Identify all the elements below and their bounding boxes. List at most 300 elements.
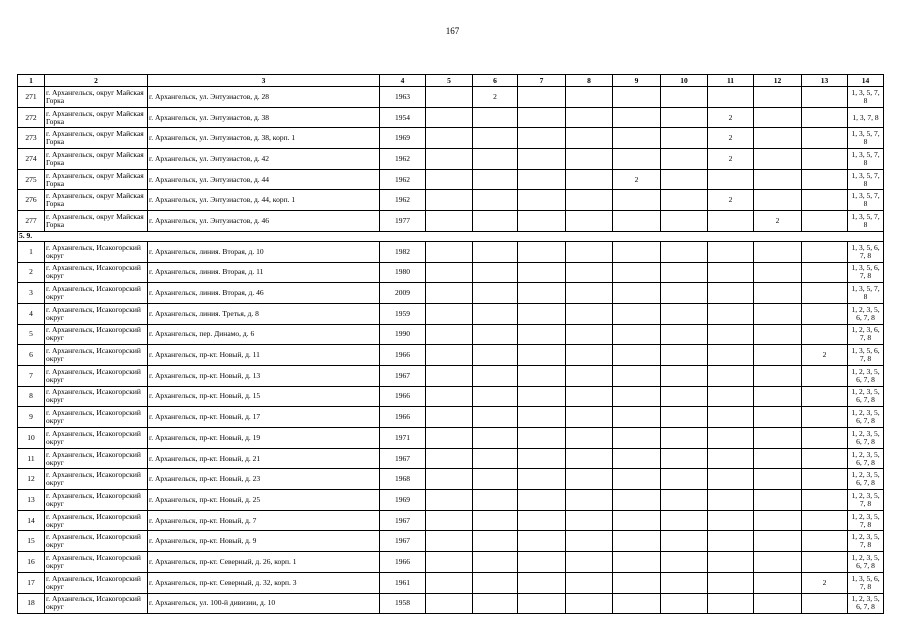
address-cell: г. Архангельск, пр-кт. Новый, д. 11 bbox=[148, 345, 380, 366]
col13-cell bbox=[802, 531, 848, 552]
col13-cell bbox=[802, 365, 848, 386]
year-cell: 1967 bbox=[380, 448, 426, 469]
col8-cell bbox=[566, 469, 613, 490]
col13-cell bbox=[802, 241, 848, 262]
col7-cell bbox=[518, 283, 566, 304]
codes-cell: 1, 3, 5, 6, 7, 8 bbox=[848, 345, 884, 366]
address-cell: г. Архангельск, ул. Энтузиастов, д. 46 bbox=[148, 211, 380, 232]
col9-cell bbox=[613, 572, 661, 593]
col6-cell bbox=[473, 262, 518, 283]
codes-cell: 1, 2, 3, 5, 7, 8 bbox=[848, 531, 884, 552]
address-cell: г. Архангельск, пр-кт. Новый, д. 25 bbox=[148, 490, 380, 511]
col7-cell bbox=[518, 169, 566, 190]
district-cell: г. Архангельск, Исакогорский округ bbox=[45, 262, 148, 283]
codes-cell: 1, 2, 3, 5, 6, 7, 8 bbox=[848, 407, 884, 428]
col5-cell bbox=[426, 169, 473, 190]
row-number: 8 bbox=[18, 386, 45, 407]
col11-cell: 2 bbox=[708, 128, 754, 149]
codes-cell: 1, 2, 3, 5, 6, 7, 8 bbox=[848, 428, 884, 449]
col10-cell bbox=[661, 490, 708, 511]
district-cell: г. Архангельск, Исакогорский округ bbox=[45, 386, 148, 407]
district-cell: г. Архангельск, Исакогорский округ bbox=[45, 572, 148, 593]
col13-cell bbox=[802, 552, 848, 573]
col5-cell bbox=[426, 345, 473, 366]
year-cell: 1967 bbox=[380, 531, 426, 552]
col8-cell bbox=[566, 552, 613, 573]
col7-cell bbox=[518, 428, 566, 449]
col8-cell bbox=[566, 324, 613, 345]
col5-cell bbox=[426, 386, 473, 407]
row-number: 275 bbox=[18, 169, 45, 190]
col6-cell: 2 bbox=[473, 87, 518, 108]
col13-cell bbox=[802, 149, 848, 170]
row-number: 11 bbox=[18, 448, 45, 469]
col6-cell bbox=[473, 345, 518, 366]
col7-cell bbox=[518, 324, 566, 345]
col7-cell bbox=[518, 149, 566, 170]
col6-cell bbox=[473, 552, 518, 573]
col11-cell: 2 bbox=[708, 190, 754, 211]
col12-cell bbox=[754, 531, 802, 552]
table-row bbox=[18, 572, 884, 593]
col9-cell bbox=[613, 303, 661, 324]
address-cell: г. Архангельск, пр-кт. Северный, д. 26, корп. 1 bbox=[148, 552, 380, 573]
row-number: 12 bbox=[18, 469, 45, 490]
district-cell: г. Архангельск, округ Майская Горка bbox=[45, 87, 148, 108]
col6-cell bbox=[473, 531, 518, 552]
codes-cell: 1, 3, 5, 7, 8 bbox=[848, 190, 884, 211]
col9-cell: 2 bbox=[613, 169, 661, 190]
column-header-8: 8 bbox=[566, 75, 613, 87]
col5-cell bbox=[426, 211, 473, 232]
col8-cell bbox=[566, 107, 613, 128]
year-cell: 1954 bbox=[380, 107, 426, 128]
district-cell: г. Архангельск, Исакогорский округ bbox=[45, 490, 148, 511]
address-cell: г. Архангельск, линия. Третья, д. 8 bbox=[148, 303, 380, 324]
col6-cell bbox=[473, 469, 518, 490]
col7-cell bbox=[518, 211, 566, 232]
col11-cell bbox=[708, 365, 754, 386]
year-cell: 1967 bbox=[380, 365, 426, 386]
col9-cell bbox=[613, 407, 661, 428]
col10-cell bbox=[661, 510, 708, 531]
col5-cell bbox=[426, 510, 473, 531]
district-cell: г. Архангельск, Исакогорский округ bbox=[45, 407, 148, 428]
table-row bbox=[18, 428, 884, 449]
col5-cell bbox=[426, 262, 473, 283]
table-row bbox=[18, 407, 884, 428]
row-number: 272 bbox=[18, 107, 45, 128]
table-row bbox=[18, 128, 884, 149]
row-number: 7 bbox=[18, 365, 45, 386]
year-cell: 1977 bbox=[380, 211, 426, 232]
col10-cell bbox=[661, 386, 708, 407]
data-table bbox=[17, 74, 884, 614]
codes-cell: 1, 2, 3, 5, 7, 8 bbox=[848, 490, 884, 511]
page-number: 167 bbox=[445, 26, 460, 36]
row-number: 277 bbox=[18, 211, 45, 232]
col10-cell bbox=[661, 407, 708, 428]
col11-cell bbox=[708, 303, 754, 324]
col12-cell bbox=[754, 190, 802, 211]
col10-cell bbox=[661, 324, 708, 345]
col12-cell bbox=[754, 552, 802, 573]
codes-cell: 1, 2, 3, 5, 6, 7, 8 bbox=[848, 365, 884, 386]
column-header-14: 14 bbox=[848, 75, 884, 87]
col8-cell bbox=[566, 531, 613, 552]
row-number: 6 bbox=[18, 345, 45, 366]
codes-cell: 1, 2, 3, 5, 6, 7, 8 bbox=[848, 386, 884, 407]
col8-cell bbox=[566, 169, 613, 190]
column-header-6: 6 bbox=[473, 75, 518, 87]
codes-cell: 1, 3, 5, 7, 8 bbox=[848, 283, 884, 304]
col12-cell bbox=[754, 386, 802, 407]
year-cell: 1969 bbox=[380, 490, 426, 511]
column-header-1: 1 bbox=[18, 75, 45, 87]
col5-cell bbox=[426, 87, 473, 108]
col13-cell: 2 bbox=[802, 572, 848, 593]
district-cell: г. Архангельск, Исакогорский округ bbox=[45, 345, 148, 366]
address-cell: г. Архангельск, пр-кт. Новый, д. 17 bbox=[148, 407, 380, 428]
col10-cell bbox=[661, 448, 708, 469]
col12-cell bbox=[754, 241, 802, 262]
col10-cell bbox=[661, 241, 708, 262]
address-cell: г. Архангельск, пр-кт. Северный, д. 32, корп. 3 bbox=[148, 572, 380, 593]
table-row bbox=[18, 169, 884, 190]
year-cell: 2009 bbox=[380, 283, 426, 304]
col9-cell bbox=[613, 87, 661, 108]
district-cell: г. Архангельск, Исакогорский округ bbox=[45, 531, 148, 552]
col5-cell bbox=[426, 428, 473, 449]
col12-cell bbox=[754, 365, 802, 386]
col12-cell bbox=[754, 345, 802, 366]
col6-cell bbox=[473, 128, 518, 149]
address-cell: г. Архангельск, линия. Вторая, д. 46 bbox=[148, 283, 380, 304]
col10-cell bbox=[661, 303, 708, 324]
col6-cell bbox=[473, 283, 518, 304]
table-row bbox=[18, 190, 884, 211]
address-cell: г. Архангельск, пр-кт. Новый, д. 9 bbox=[148, 531, 380, 552]
column-header-13: 13 bbox=[802, 75, 848, 87]
year-cell: 1961 bbox=[380, 572, 426, 593]
col8-cell bbox=[566, 283, 613, 304]
col5-cell bbox=[426, 303, 473, 324]
col8-cell bbox=[566, 190, 613, 211]
district-cell: г. Архангельск, Исакогорский округ bbox=[45, 510, 148, 531]
row-number: 4 bbox=[18, 303, 45, 324]
col10-cell bbox=[661, 169, 708, 190]
codes-cell: 1, 3, 5, 6, 7, 8 bbox=[848, 262, 884, 283]
col11-cell: 2 bbox=[708, 149, 754, 170]
column-header-3: 3 bbox=[148, 75, 380, 87]
col10-cell bbox=[661, 572, 708, 593]
col6-cell bbox=[473, 510, 518, 531]
col6-cell bbox=[473, 190, 518, 211]
district-cell: г. Архангельск, округ Майская Горка bbox=[45, 107, 148, 128]
col12-cell: 2 bbox=[754, 211, 802, 232]
col5-cell bbox=[426, 241, 473, 262]
column-header-4: 4 bbox=[380, 75, 426, 87]
col11-cell bbox=[708, 572, 754, 593]
codes-cell: 1, 2, 3, 5, 6, 7, 8 bbox=[848, 303, 884, 324]
col10-cell bbox=[661, 262, 708, 283]
col8-cell bbox=[566, 128, 613, 149]
col9-cell bbox=[613, 490, 661, 511]
address-cell: г. Архангельск, ул. Энтузиастов, д. 28 bbox=[148, 87, 380, 108]
district-cell: г. Архангельск, Исакогорский округ bbox=[45, 283, 148, 304]
col12-cell bbox=[754, 510, 802, 531]
col5-cell bbox=[426, 190, 473, 211]
table-row bbox=[18, 469, 884, 490]
codes-cell: 1, 3, 5, 6, 7, 8 bbox=[848, 241, 884, 262]
col6-cell bbox=[473, 107, 518, 128]
row-number: 9 bbox=[18, 407, 45, 428]
col10-cell bbox=[661, 128, 708, 149]
col5-cell bbox=[426, 365, 473, 386]
address-cell: г. Архангельск, пр-кт. Новый, д. 7 bbox=[148, 510, 380, 531]
year-cell: 1959 bbox=[380, 303, 426, 324]
district-cell: г. Архангельск, Исакогорский округ bbox=[45, 469, 148, 490]
col5-cell bbox=[426, 572, 473, 593]
table-row bbox=[18, 303, 884, 324]
col13-cell bbox=[802, 593, 848, 614]
col8-cell bbox=[566, 149, 613, 170]
table-row bbox=[18, 211, 884, 232]
district-cell: г. Архангельск, округ Майская Горка bbox=[45, 190, 148, 211]
col12-cell bbox=[754, 107, 802, 128]
col13-cell bbox=[802, 211, 848, 232]
col9-cell bbox=[613, 428, 661, 449]
col13-cell bbox=[802, 386, 848, 407]
col6-cell bbox=[473, 324, 518, 345]
address-cell: г. Архангельск, ул. 100-й дивизии, д. 10 bbox=[148, 593, 380, 614]
col10-cell bbox=[661, 428, 708, 449]
section-row bbox=[18, 231, 884, 241]
address-cell: г. Архангельск, ул. Энтузиастов, д. 38 bbox=[148, 107, 380, 128]
col11-cell bbox=[708, 87, 754, 108]
col9-cell bbox=[613, 469, 661, 490]
col8-cell bbox=[566, 87, 613, 108]
col7-cell bbox=[518, 303, 566, 324]
codes-cell: 1, 2, 3, 5, 6, 7, 8 bbox=[848, 448, 884, 469]
col8-cell bbox=[566, 407, 613, 428]
address-cell: г. Архангельск, ул. Энтузиастов, д. 42 bbox=[148, 149, 380, 170]
col5-cell bbox=[426, 107, 473, 128]
address-cell: г. Архангельск, ул. Энтузиастов, д. 38, корп. 1 bbox=[148, 128, 380, 149]
col7-cell bbox=[518, 593, 566, 614]
col10-cell bbox=[661, 87, 708, 108]
col5-cell bbox=[426, 128, 473, 149]
col7-cell bbox=[518, 510, 566, 531]
col8-cell bbox=[566, 428, 613, 449]
column-header-11: 11 bbox=[708, 75, 754, 87]
col12-cell bbox=[754, 490, 802, 511]
col8-cell bbox=[566, 386, 613, 407]
row-number: 2 bbox=[18, 262, 45, 283]
col11-cell bbox=[708, 490, 754, 511]
address-cell: г. Архангельск, пер. Динамо, д. 6 bbox=[148, 324, 380, 345]
year-cell: 1963 bbox=[380, 87, 426, 108]
col8-cell bbox=[566, 262, 613, 283]
col7-cell bbox=[518, 552, 566, 573]
col12-cell bbox=[754, 407, 802, 428]
year-cell: 1971 bbox=[380, 428, 426, 449]
col8-cell bbox=[566, 303, 613, 324]
row-number: 273 bbox=[18, 128, 45, 149]
row-number: 13 bbox=[18, 490, 45, 511]
col12-cell bbox=[754, 283, 802, 304]
year-cell: 1962 bbox=[380, 169, 426, 190]
address-cell: г. Архангельск, пр-кт. Новый, д. 13 bbox=[148, 365, 380, 386]
col13-cell bbox=[802, 490, 848, 511]
table-row bbox=[18, 107, 884, 128]
district-cell: г. Архангельск, Исакогорский округ bbox=[45, 448, 148, 469]
codes-cell: 1, 2, 3, 5, 7, 8 bbox=[848, 510, 884, 531]
address-cell: г. Архангельск, пр-кт. Новый, д. 23 bbox=[148, 469, 380, 490]
col13-cell bbox=[802, 510, 848, 531]
col6-cell bbox=[473, 490, 518, 511]
year-cell: 1966 bbox=[380, 552, 426, 573]
col11-cell bbox=[708, 345, 754, 366]
col12-cell bbox=[754, 262, 802, 283]
address-cell: г. Архангельск, ул. Энтузиастов, д. 44 bbox=[148, 169, 380, 190]
col13-cell bbox=[802, 107, 848, 128]
col11-cell bbox=[708, 211, 754, 232]
address-cell: г. Архангельск, пр-кт. Новый, д. 19 bbox=[148, 428, 380, 449]
column-header-2: 2 bbox=[45, 75, 148, 87]
col6-cell bbox=[473, 386, 518, 407]
col8-cell bbox=[566, 241, 613, 262]
col13-cell bbox=[802, 324, 848, 345]
col10-cell bbox=[661, 283, 708, 304]
district-cell: г. Архангельск, округ Майская Горка bbox=[45, 169, 148, 190]
row-number: 276 bbox=[18, 190, 45, 211]
column-header-10: 10 bbox=[661, 75, 708, 87]
col11-cell bbox=[708, 169, 754, 190]
col5-cell bbox=[426, 324, 473, 345]
col7-cell bbox=[518, 386, 566, 407]
year-cell: 1962 bbox=[380, 190, 426, 211]
col8-cell bbox=[566, 448, 613, 469]
col11-cell bbox=[708, 283, 754, 304]
col9-cell bbox=[613, 128, 661, 149]
table-row bbox=[18, 510, 884, 531]
address-cell: г. Архангельск, ул. Энтузиастов, д. 44, корп. 1 bbox=[148, 190, 380, 211]
col6-cell bbox=[473, 149, 518, 170]
row-number: 17 bbox=[18, 572, 45, 593]
codes-cell: 1, 3, 5, 7, 8 bbox=[848, 149, 884, 170]
col8-cell bbox=[566, 490, 613, 511]
district-cell: г. Архангельск, Исакогорский округ bbox=[45, 241, 148, 262]
column-header-5: 5 bbox=[426, 75, 473, 87]
year-cell: 1967 bbox=[380, 510, 426, 531]
table-row bbox=[18, 149, 884, 170]
table-row bbox=[18, 593, 884, 614]
codes-cell: 1, 3, 7, 8 bbox=[848, 107, 884, 128]
col9-cell bbox=[613, 593, 661, 614]
col9-cell bbox=[613, 283, 661, 304]
table-row bbox=[18, 490, 884, 511]
col9-cell bbox=[613, 149, 661, 170]
col11-cell bbox=[708, 510, 754, 531]
table-row bbox=[18, 241, 884, 262]
col8-cell bbox=[566, 572, 613, 593]
codes-cell: 1, 3, 5, 7, 8 bbox=[848, 87, 884, 108]
col9-cell bbox=[613, 510, 661, 531]
row-number: 1 bbox=[18, 241, 45, 262]
col6-cell bbox=[473, 428, 518, 449]
col9-cell bbox=[613, 241, 661, 262]
col7-cell bbox=[518, 490, 566, 511]
col10-cell bbox=[661, 469, 708, 490]
col10-cell bbox=[661, 190, 708, 211]
col11-cell bbox=[708, 407, 754, 428]
col12-cell bbox=[754, 128, 802, 149]
col13-cell bbox=[802, 169, 848, 190]
col5-cell bbox=[426, 469, 473, 490]
year-cell: 1966 bbox=[380, 345, 426, 366]
row-number: 18 bbox=[18, 593, 45, 614]
col7-cell bbox=[518, 241, 566, 262]
table-row bbox=[18, 552, 884, 573]
col11-cell bbox=[708, 469, 754, 490]
row-number: 274 bbox=[18, 149, 45, 170]
col6-cell bbox=[473, 448, 518, 469]
col12-cell bbox=[754, 469, 802, 490]
col5-cell bbox=[426, 149, 473, 170]
col13-cell bbox=[802, 128, 848, 149]
district-cell: г. Архангельск, Исакогорский округ bbox=[45, 428, 148, 449]
district-cell: г. Архангельск, Исакогорский округ bbox=[45, 593, 148, 614]
col8-cell bbox=[566, 211, 613, 232]
col7-cell bbox=[518, 87, 566, 108]
col10-cell bbox=[661, 107, 708, 128]
col7-cell bbox=[518, 345, 566, 366]
row-number: 271 bbox=[18, 87, 45, 108]
col11-cell bbox=[708, 386, 754, 407]
col6-cell bbox=[473, 407, 518, 428]
col6-cell bbox=[473, 572, 518, 593]
year-cell: 1980 bbox=[380, 262, 426, 283]
col10-cell bbox=[661, 552, 708, 573]
col8-cell bbox=[566, 365, 613, 386]
col5-cell bbox=[426, 407, 473, 428]
col9-cell bbox=[613, 345, 661, 366]
district-cell: г. Архангельск, Исакогорский округ bbox=[45, 303, 148, 324]
col11-cell bbox=[708, 531, 754, 552]
col8-cell bbox=[566, 345, 613, 366]
col13-cell bbox=[802, 283, 848, 304]
col11-cell bbox=[708, 428, 754, 449]
col10-cell bbox=[661, 149, 708, 170]
col7-cell bbox=[518, 190, 566, 211]
table-row bbox=[18, 262, 884, 283]
codes-cell: 1, 3, 5, 7, 8 bbox=[848, 169, 884, 190]
col7-cell bbox=[518, 107, 566, 128]
col5-cell bbox=[426, 283, 473, 304]
year-cell: 1966 bbox=[380, 386, 426, 407]
col13-cell bbox=[802, 469, 848, 490]
col7-cell bbox=[518, 448, 566, 469]
table-header-row bbox=[18, 75, 884, 87]
table-row bbox=[18, 448, 884, 469]
district-cell: г. Архангельск, округ Майская Горка bbox=[45, 211, 148, 232]
col6-cell bbox=[473, 169, 518, 190]
column-header-12: 12 bbox=[754, 75, 802, 87]
codes-cell: 1, 3, 5, 6, 7, 8 bbox=[848, 572, 884, 593]
year-cell: 1958 bbox=[380, 593, 426, 614]
col12-cell bbox=[754, 572, 802, 593]
